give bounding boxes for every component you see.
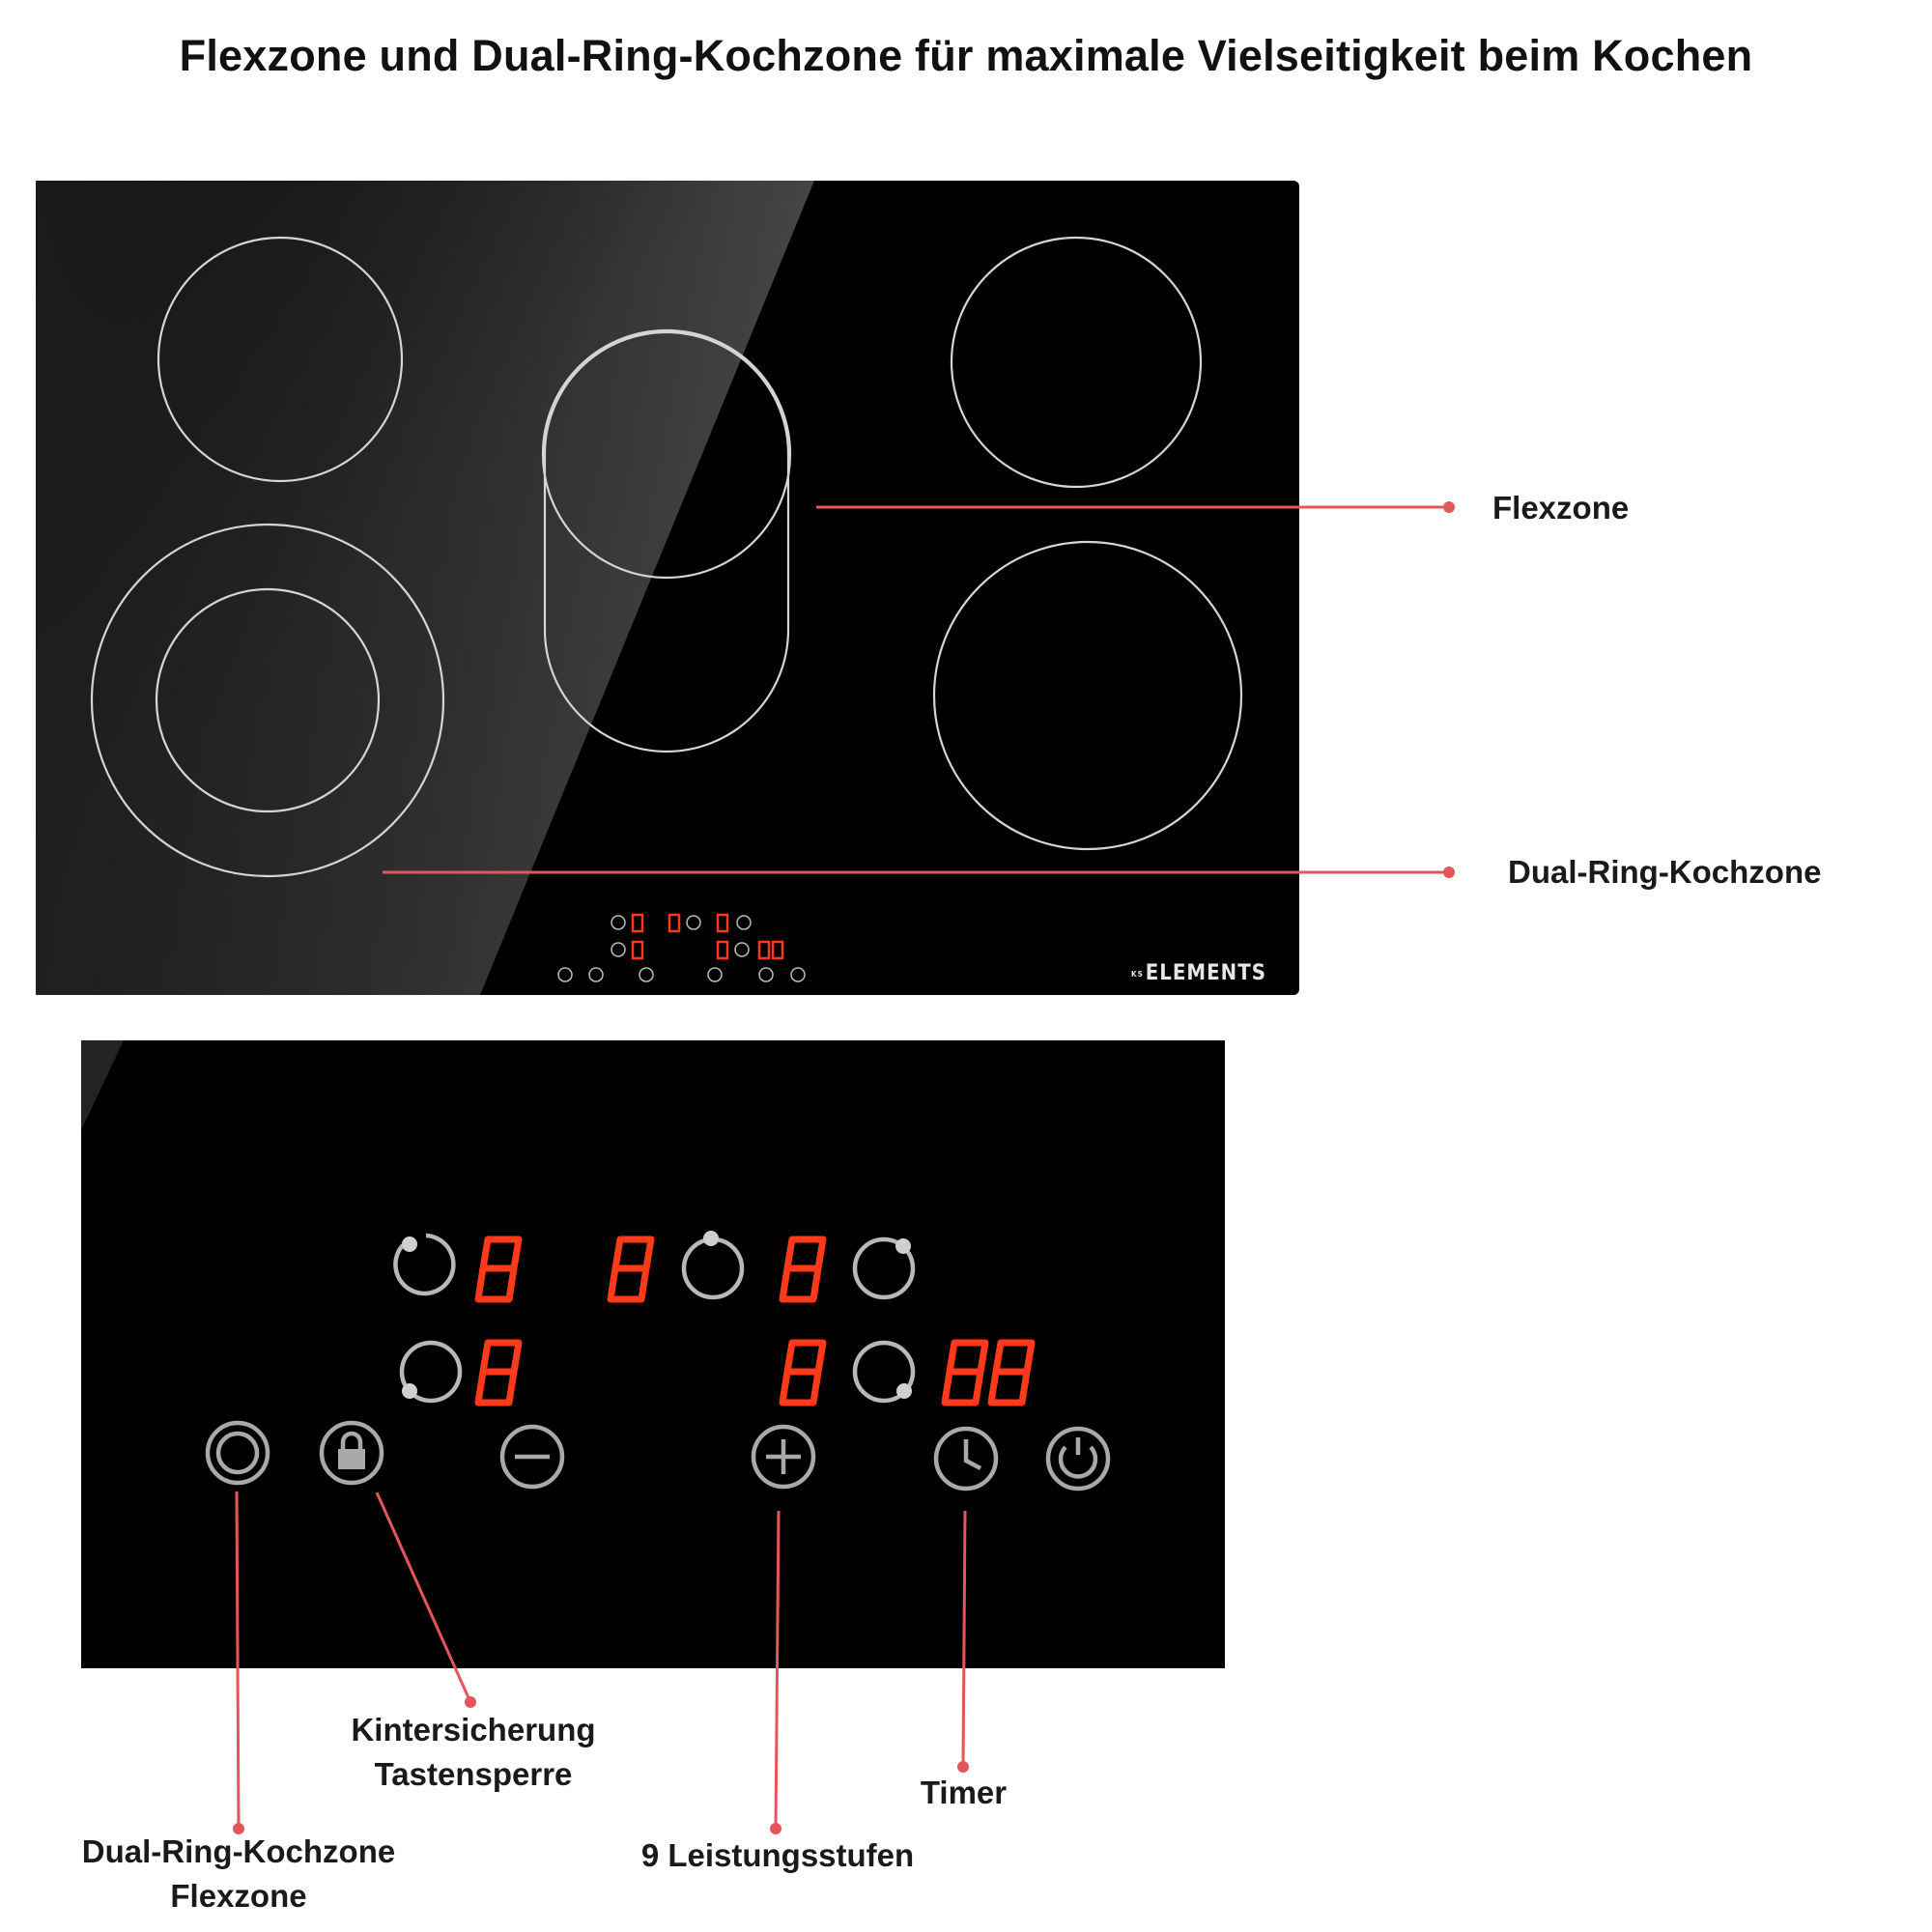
brand-logo: KSELEMENTS — [1131, 961, 1266, 985]
label-power-levels: 9 Leistungsstufen — [640, 1837, 915, 1873]
control-panel-zoom — [81, 1040, 1225, 1668]
page-title: Flexzone und Dual-Ring-Kochzone für maximale Vielseitigkeit beim Kochen — [179, 31, 1753, 80]
callout-boost-line — [237, 1492, 239, 1829]
label-lock-line2: Tastensperre — [374, 1756, 573, 1792]
label-lock-line1: Kintersicherung — [351, 1712, 596, 1747]
callout-timer-line — [963, 1511, 965, 1767]
label-timer: Timer — [920, 1775, 1008, 1810]
label-dual-ring: Dual-Ring-Kochzone — [1508, 854, 1822, 890]
label-boost-line1: Dual-Ring-Kochzone — [81, 1833, 396, 1869]
label-boost-line2: Flexzone — [170, 1878, 307, 1914]
label-flexzone: Flexzone — [1492, 490, 1630, 526]
